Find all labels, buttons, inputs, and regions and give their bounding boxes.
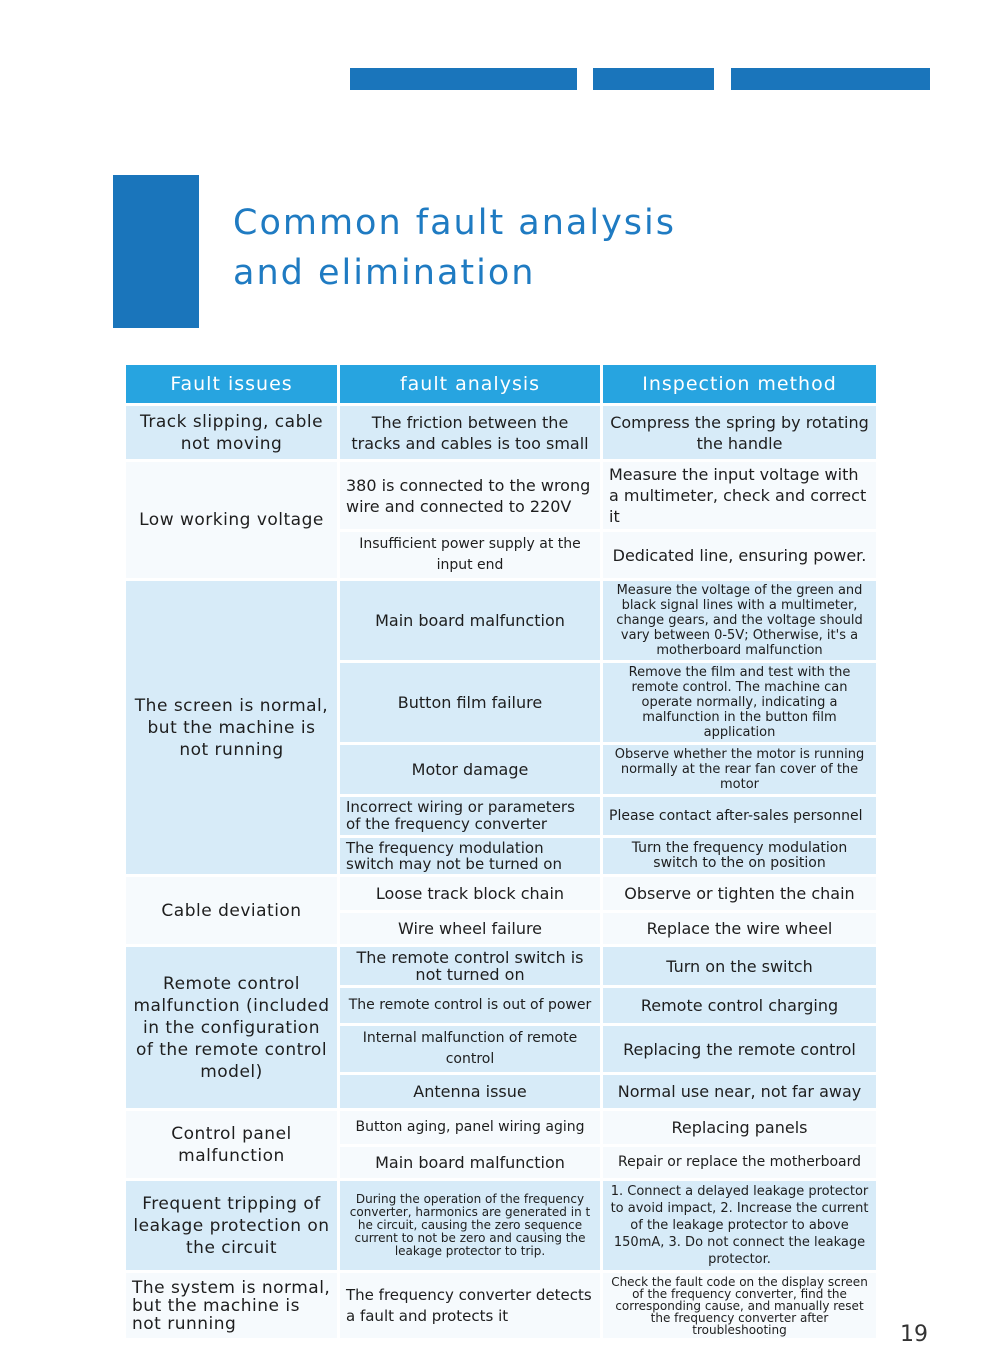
fault-analysis-cell: Antenna issue <box>339 1074 602 1110</box>
column-header-inspection-method: Inspection method <box>602 364 878 405</box>
fault-analysis-cell: Main board malfunction <box>339 580 602 662</box>
page-title-line-2: and elimination <box>233 253 536 293</box>
inspection-method-cell: 1. Connect a delayed leakage protector to avoid impact, 2. Increase the current of the leakage protector to above 150mA, 3. Do not connect the leakage protector. <box>602 1180 878 1272</box>
table-row <box>125 876 878 912</box>
table-row <box>125 1110 878 1146</box>
fault-issue-cell: The screen is normal, but the machine is not running <box>125 580 339 876</box>
fault-analysis-cell: Button film failure <box>339 662 602 744</box>
fault-issue-cell: Control panel malfunction <box>125 1110 339 1180</box>
inspection-method-cell: Remove the film and test with the remote control. The machine can operate normally, indicating a malfunction in the button film application <box>602 662 878 744</box>
header-bar-1 <box>350 68 577 90</box>
fault-analysis-cell: The remote control is out of power <box>339 987 602 1025</box>
inspection-method-cell: Repair or replace the motherboard <box>602 1146 878 1180</box>
fault-analysis-cell: Insufficient power supply at the input end <box>339 531 602 580</box>
inspection-method-cell: Compress the spring by rotating the handle <box>602 405 878 461</box>
fault-analysis-cell: Main board malfunction <box>339 1146 602 1180</box>
fault-analysis-cell: The friction between the tracks and cables is too small <box>339 405 602 461</box>
inspection-method-cell: Dedicated line, ensuring power. <box>602 531 878 580</box>
table-header-row <box>125 364 878 405</box>
fault-issue-cell: Low working voltage <box>125 461 339 580</box>
fault-analysis-cell: Button aging, panel wiring aging <box>339 1110 602 1146</box>
header-bar-3 <box>731 68 930 90</box>
fault-table <box>123 362 879 1341</box>
fault-analysis-cell: Motor damage <box>339 744 602 796</box>
page-title <box>233 198 676 298</box>
column-header-fault-analysis: fault analysis <box>339 364 602 405</box>
table-row <box>125 580 878 662</box>
table-row <box>125 946 878 987</box>
page-title-line-1: Common fault analysis <box>233 203 676 243</box>
fault-issue-cell: The system is normal, but the machine is not running <box>125 1272 339 1340</box>
inspection-method-cell: Measure the input voltage with a multimeter, check and correct it <box>602 461 878 531</box>
fault-issue-cell: Frequent tripping of leakage protection on the circuit <box>125 1180 339 1272</box>
fault-analysis-cell: Wire wheel failure <box>339 912 602 946</box>
inspection-method-cell: Observe or tighten the chain <box>602 876 878 912</box>
fault-issue-cell: Track slipping, cable not moving <box>125 405 339 461</box>
inspection-method-cell: Replace the wire wheel <box>602 912 878 946</box>
inspection-method-cell: Remote control charging <box>602 987 878 1025</box>
table-row <box>125 461 878 531</box>
page-number: 19 <box>900 1322 928 1347</box>
inspection-method-cell: Replacing panels <box>602 1110 878 1146</box>
column-header-fault-issues: Fault issues <box>125 364 339 405</box>
fault-issue-cell: Cable deviation <box>125 876 339 946</box>
fault-issue-cell: Remote control malfunction (included in the configuration of the remote control model) <box>125 946 339 1110</box>
inspection-method-cell: Please contact after-sales personnel <box>602 796 878 837</box>
fault-analysis-cell: Internal malfunction of remote control <box>339 1025 602 1074</box>
title-accent-block <box>113 175 199 328</box>
header-bar-2 <box>593 68 714 90</box>
inspection-method-cell: Normal use near, not far away <box>602 1074 878 1110</box>
fault-analysis-cell: 380 is connected to the wrong wire and connected to 220V <box>339 461 602 531</box>
fault-analysis-cell: The remote control switch is not turned on <box>339 946 602 987</box>
inspection-method-cell: Check the fault code on the display screen of the frequency converter, find the corresponding cause, and manually reset the frequency converter after troubleshooting <box>602 1272 878 1340</box>
inspection-method-cell: Turn the frequency modulation switch to the on position <box>602 837 878 876</box>
inspection-method-cell: Observe whether the motor is running normally at the rear fan cover of the motor <box>602 744 878 796</box>
fault-analysis-cell: The frequency modulation switch may not be turned on <box>339 837 602 876</box>
table-row <box>125 1272 878 1340</box>
table-row <box>125 1180 878 1272</box>
fault-analysis-cell: The frequency converter detects a fault and protects it <box>339 1272 602 1340</box>
fault-analysis-cell: During the operation of the frequency converter, harmonics are generated in t he circuit, causing the zero sequence current to not be zero and causing the leakage protector to trip. <box>339 1180 602 1272</box>
inspection-method-cell: Replacing the remote control <box>602 1025 878 1074</box>
fault-analysis-cell: Incorrect wiring or parameters of the frequency converter <box>339 796 602 837</box>
table-row <box>125 405 878 461</box>
fault-analysis-cell: Loose track block chain <box>339 876 602 912</box>
inspection-method-cell: Measure the voltage of the green and black signal lines with a multimeter, change gears, and the voltage should vary between 0-5V; Otherwise, it's a motherboard malfunction <box>602 580 878 662</box>
inspection-method-cell: Turn on the switch <box>602 946 878 987</box>
